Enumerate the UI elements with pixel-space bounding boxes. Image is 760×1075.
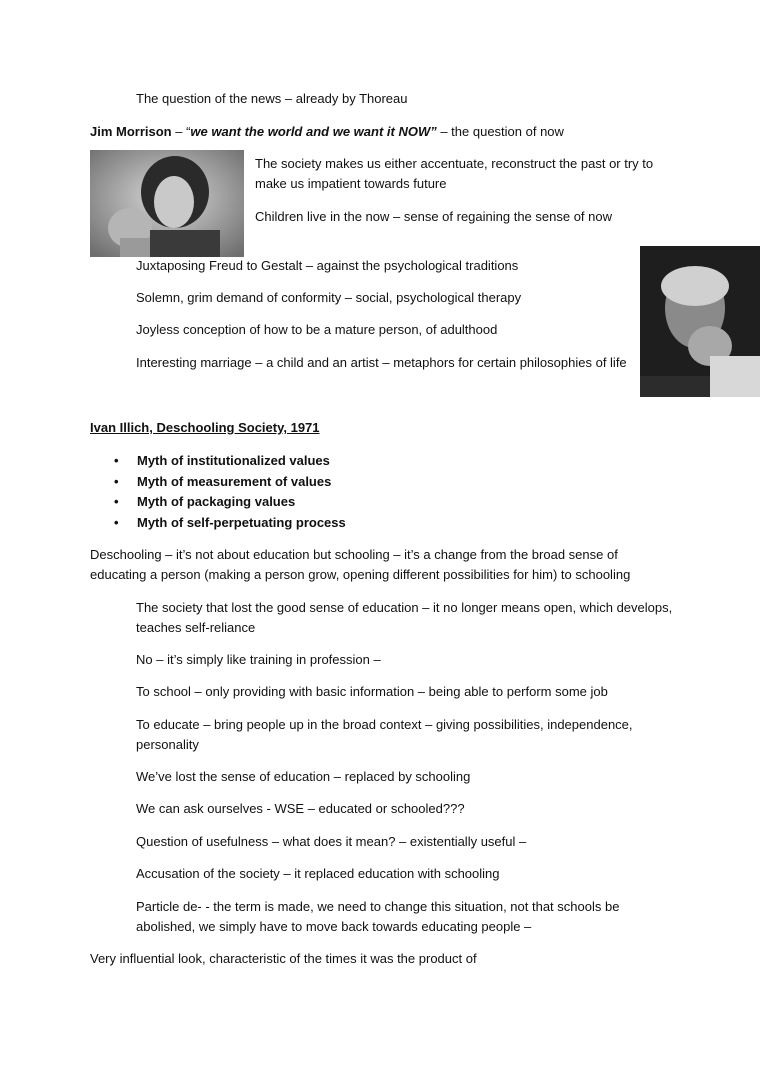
indented-note-5: We’ve lost the sense of education – replaced by schooling [136,769,471,784]
indented-note-7: Question of usefulness – what does it mean? – existentially useful – [136,834,527,849]
morrison-line [90,122,564,142]
gestalt-note-4: Interesting marriage – a child and an artist – metaphors for certain philosophies of life [136,355,627,370]
morrison-quote: we want the world and we want it NOW” [190,124,437,139]
myth-list [110,451,346,533]
illich-heading: Ivan Illich, Deschooling Society, 1971 [90,420,320,435]
indented-note-2: No – it’s simply like training in profession – [136,652,381,667]
indented-note-4: To educate – bring people up in the broad context – giving possibilities, independence, personality [136,717,633,752]
myth-item: • Myth of institutionalized values [110,451,346,472]
myth-item: • Myth of self-perpetuating process [110,513,346,534]
closing-line: Very influential look, characteristic of the times it was the product of [90,951,477,966]
portrait-photo [640,246,760,397]
morrison-photo [90,150,244,257]
myth-item: • Myth of packaging values [110,492,346,513]
indented-note-1: The society that lost the good sense of education – it no longer means open, which develops, teaches self-reliance [136,600,673,635]
deschooling-paragraph: Deschooling – it’s not about education but schooling – it’s a change from the broad sense of educating a person (making a person grow, opening different possibilities for him) to schooling [90,547,631,582]
gestalt-note-1: Juxtaposing Freud to Gestalt – against the psychological traditions [136,258,519,273]
indented-note-8: Accusation of the society – it replaced education with schooling [136,866,500,881]
indented-note-6: We can ask ourselves - WSE – educated or schooled??? [136,801,465,816]
indented-note-3: To school – only providing with basic information – being able to perform some job [136,684,608,699]
side-note-1: The society makes us either accentuate, reconstruct the past or try to make us impatient towards future [255,156,654,191]
gestalt-note-2: Solemn, grim demand of conformity – social, psychological therapy [136,290,522,305]
morrison-dash: – “ [171,124,191,139]
gestalt-note-3: Joyless conception of how to be a mature person, of adulthood [136,322,498,337]
myth-item: • Myth of measurement of values [110,472,346,493]
side-note-2: Children live in the now – sense of regaining the sense of now [255,209,612,224]
note-thoreau: The question of the news – already by Thoreau [136,91,408,106]
morrison-tail: – the question of now [436,124,564,139]
indented-note-9: Particle de- - the term is made, we need to change this situation, not that schools be abolished, we simply have to move back towards educating people – [136,899,620,934]
morrison-name: Jim Morrison [90,124,172,139]
